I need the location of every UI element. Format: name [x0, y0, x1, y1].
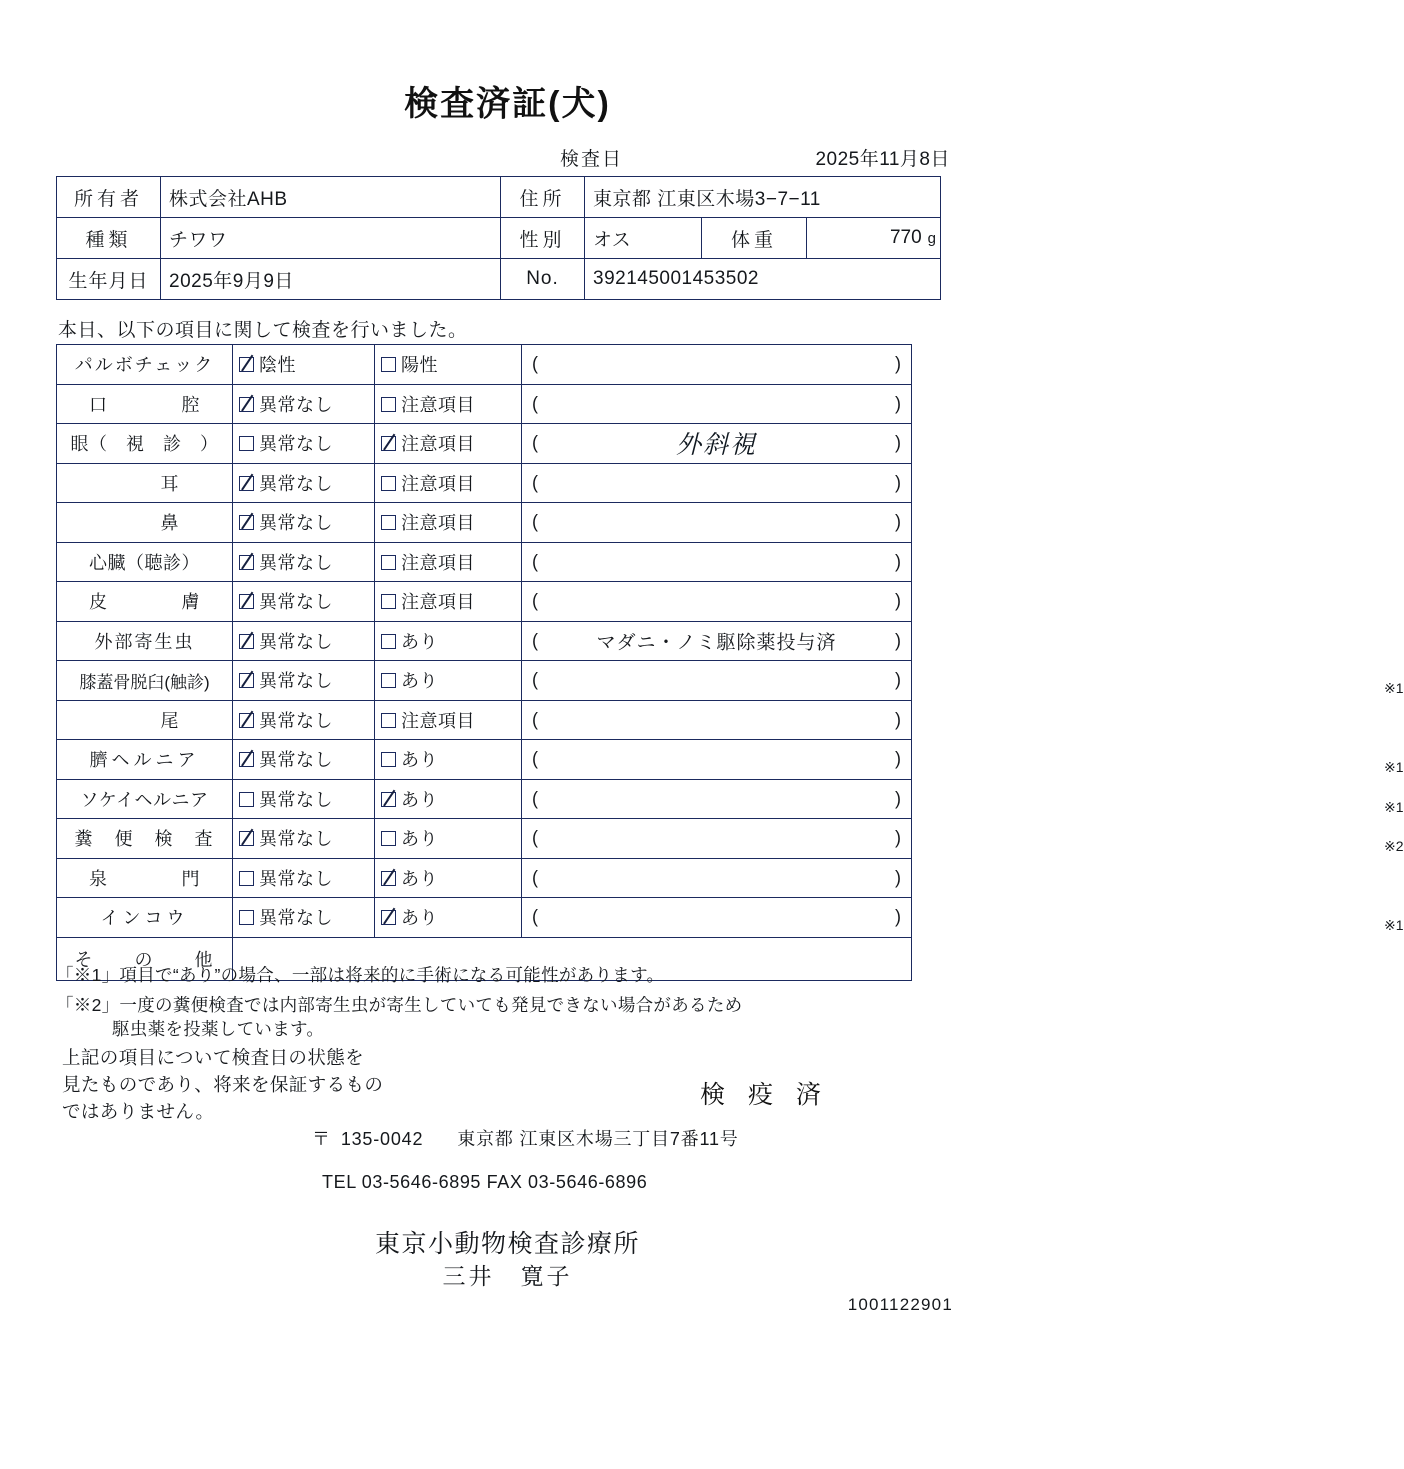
paren-left: (: [532, 432, 538, 453]
checkbox-option1[interactable]: [239, 910, 254, 925]
item-name: 眼（ 視 診 ）: [70, 434, 219, 455]
paren-right: ): [895, 906, 901, 927]
paren-right: ): [895, 709, 901, 730]
paren-left: (: [532, 748, 538, 769]
paren-left: (: [532, 472, 538, 493]
checkbox-option1[interactable]: [239, 436, 254, 451]
checkbox-option1[interactable]: [239, 397, 254, 412]
item-note: 外斜視: [675, 430, 757, 460]
address-value: 東京都 江東区木場3−7−11: [585, 177, 941, 218]
option2-label: あり: [401, 908, 438, 929]
checkbox-option1[interactable]: [239, 594, 254, 609]
veterinarian-name: 三井 寛子: [442, 1263, 573, 1289]
option1-label: 異常なし: [259, 671, 333, 692]
paren-left: (: [532, 906, 538, 927]
paren-left: (: [532, 709, 538, 730]
checkbox-option2[interactable]: [381, 910, 396, 925]
checkbox-option1[interactable]: [239, 476, 254, 491]
item-name: インコウ: [100, 908, 189, 929]
option1-label: 異常なし: [259, 710, 333, 731]
disclaimer: [62, 1044, 383, 1125]
checkbox-option2[interactable]: [381, 831, 396, 846]
option2-label: 陽性: [401, 355, 438, 376]
paren-right: ): [895, 630, 901, 651]
item-name: 外部寄生虫: [94, 631, 195, 652]
intro-text: 本日、以下の項目に関して検査を行いました。: [58, 320, 468, 341]
checkbox-option1[interactable]: [239, 792, 254, 807]
paren-right: ): [895, 432, 901, 453]
table-row: [57, 661, 912, 701]
item-name: 泉 門: [89, 868, 200, 889]
option1-label: 異常なし: [259, 789, 333, 810]
option2-label: あり: [401, 671, 438, 692]
table-row: [57, 345, 912, 385]
checkbox-option1[interactable]: [239, 713, 254, 728]
table-row: [57, 259, 941, 300]
item-mark: ※1: [1384, 680, 1404, 697]
clinic-contact: TEL 03-5646-6895 FAX 03-5646-6896: [322, 1172, 648, 1192]
checkbox-option2[interactable]: [381, 673, 396, 688]
option2-label: 注意項目: [401, 513, 475, 534]
paren-left: (: [532, 788, 538, 809]
item-name: ソケイヘルニア: [80, 789, 209, 810]
item-name: 膝蓋骨脱臼(触診): [79, 672, 210, 692]
address-label: 住所: [501, 177, 585, 218]
item-mark: ※1: [1384, 798, 1404, 815]
paren-left: (: [532, 353, 538, 374]
checkbox-option1[interactable]: [239, 357, 254, 372]
checkbox-option2[interactable]: [381, 357, 396, 372]
paren-right: ): [895, 353, 901, 374]
checkbox-option1[interactable]: [239, 752, 254, 767]
checkbox-option2[interactable]: [381, 871, 396, 886]
clinic-zip: 135-0042: [340, 1129, 424, 1149]
item-name: 尾: [160, 710, 185, 731]
checkbox-option2[interactable]: [381, 634, 396, 649]
paren-right: ): [895, 867, 901, 888]
checkbox-option1[interactable]: [239, 634, 254, 649]
paren-right: ): [895, 590, 901, 611]
footnote-1: 「※1」項目で“あり”の場合、一部は将来的に手術になる可能性があります。: [56, 965, 665, 985]
item-mark: ※1: [1384, 759, 1404, 776]
paren-left: (: [532, 827, 538, 848]
item-name: 糞 便 検 査: [74, 829, 215, 850]
option2-label: 注意項目: [401, 434, 475, 455]
item-name: 耳: [160, 473, 185, 494]
exam-date-value: 2025年11月8日: [815, 149, 950, 170]
page-title: 検査済証(犬): [404, 85, 611, 123]
checkbox-option2[interactable]: [381, 713, 396, 728]
exam-date-label: 検査日: [560, 149, 624, 170]
breed-label: 種類: [57, 218, 161, 259]
checkbox-option1[interactable]: [239, 555, 254, 570]
paren-right: ): [895, 748, 901, 769]
item-name: パルボチェック: [74, 355, 215, 376]
birth-value: 2025年9月9日: [161, 259, 501, 300]
checkbox-option1[interactable]: [239, 871, 254, 886]
option2-label: あり: [401, 789, 438, 810]
item-mark: ※2: [1384, 838, 1404, 855]
disclaimer-line2: 見たものであり、将来を保証するもの: [62, 1074, 384, 1095]
table-row: [57, 384, 912, 424]
option1-label: 異常なし: [259, 513, 333, 534]
table-row: [57, 177, 941, 218]
sex-value: オス: [593, 229, 631, 251]
table-row: [57, 740, 912, 780]
paren-left: (: [532, 393, 538, 414]
option2-label: 注意項目: [401, 394, 475, 415]
table-row: [57, 424, 912, 464]
clinic-address-text: 東京都 江東区木場三丁目7番11号: [457, 1129, 739, 1149]
exam-items-table: [56, 344, 1404, 981]
disclaimer-line3: ではありません。: [62, 1101, 215, 1122]
table-row: [57, 621, 912, 661]
postal-icon: 〒: [312, 1129, 331, 1149]
paren-left: (: [532, 669, 538, 690]
sex-weight-cell: [585, 218, 941, 259]
item-name: 鼻: [160, 513, 185, 534]
option2-label: 注意項目: [401, 710, 475, 731]
paren-right: ): [895, 511, 901, 532]
paren-left: (: [532, 590, 538, 611]
checkbox-option2[interactable]: [381, 752, 396, 767]
option2-label: あり: [401, 631, 438, 652]
table-row: [57, 858, 912, 898]
paren-left: (: [532, 867, 538, 888]
weight-label: 体重: [702, 218, 807, 258]
checkbox-option2[interactable]: [381, 792, 396, 807]
paren-right: ): [895, 393, 901, 414]
option2-label: 注意項目: [401, 552, 475, 573]
table-row: [57, 542, 912, 582]
breed-value: チワワ: [161, 218, 501, 259]
weight-unit: g: [927, 230, 936, 247]
table-row: [57, 503, 912, 543]
option1-label: 異常なし: [259, 552, 333, 573]
option1-label: 異常なし: [259, 394, 333, 415]
option2-label: 注意項目: [401, 592, 475, 613]
serial-number: 1001122901: [847, 1295, 953, 1314]
item-name: 口 腔: [89, 394, 200, 415]
option1-label: 異常なし: [259, 908, 333, 929]
clinic-name: 東京小動物検査診療所: [374, 1230, 640, 1258]
checkbox-option2[interactable]: [381, 476, 396, 491]
checkbox-option2[interactable]: [381, 436, 396, 451]
item-note: マダニ・ノミ駆除薬投与済: [596, 632, 837, 654]
no-label: No.: [501, 259, 585, 300]
paren-right: ): [895, 669, 901, 690]
paren-left: (: [532, 551, 538, 572]
option2-label: 注意項目: [401, 473, 475, 494]
option2-label: あり: [401, 868, 438, 889]
table-row: [57, 700, 912, 740]
birth-label: 生年月日: [57, 259, 161, 300]
paren-right: ): [895, 472, 901, 493]
disclaimer-line1: 上記の項目について検査日の状態を: [62, 1047, 365, 1068]
weight-value-cell: [807, 218, 941, 258]
footnote-2: 「※2」一度の糞便検査では内部寄生虫が寄生していても発見できない場合があるため: [56, 995, 743, 1015]
owner-value: 株式会社AHB: [161, 177, 501, 218]
option2-label: あり: [401, 750, 438, 771]
checkbox-option2[interactable]: [381, 555, 396, 570]
table-row: [57, 218, 941, 259]
option1-label: 異常なし: [259, 473, 333, 494]
owner-info-table: [56, 176, 941, 300]
option2-label: あり: [401, 829, 438, 850]
paren-left: (: [532, 630, 538, 651]
table-row: [57, 582, 912, 622]
owner-label: 所有者: [57, 177, 161, 218]
other-label: そ の 他: [74, 949, 215, 970]
quarantine-stamp: 検 疫 済: [700, 1081, 829, 1109]
no-value: 392145001453502: [585, 259, 941, 300]
option1-label: 異常なし: [259, 631, 333, 652]
item-mark: ※1: [1384, 917, 1404, 934]
clinic-address: [312, 1125, 739, 1151]
table-row: [57, 779, 912, 819]
weight-value: 770: [889, 227, 922, 248]
checkbox-option2[interactable]: [381, 515, 396, 530]
item-name: 心臓（聴診）: [89, 552, 200, 573]
table-row: [57, 819, 912, 859]
item-name: 皮 膚: [89, 592, 200, 613]
paren-left: (: [532, 511, 538, 532]
footnote-2b: 駆虫薬を投薬しています。: [112, 1019, 325, 1039]
option1-label: 異常なし: [259, 434, 333, 455]
table-row: [57, 463, 912, 503]
exam-date-row: [560, 144, 950, 171]
checkbox-option1[interactable]: [239, 831, 254, 846]
checkbox-option2[interactable]: [381, 594, 396, 609]
sex-label: 性別: [501, 218, 585, 259]
paren-right: ): [895, 551, 901, 572]
paren-right: ): [895, 788, 901, 809]
option1-label: 異常なし: [259, 868, 333, 889]
option1-label: 陰性: [259, 355, 296, 376]
option1-label: 異常なし: [259, 592, 333, 613]
paren-right: ): [895, 827, 901, 848]
checkbox-option1[interactable]: [239, 515, 254, 530]
option1-label: 異常なし: [259, 750, 333, 771]
option1-label: 異常なし: [259, 829, 333, 850]
table-row: [57, 898, 912, 938]
checkbox-option2[interactable]: [381, 397, 396, 412]
checkbox-option1[interactable]: [239, 673, 254, 688]
item-name: 臍ヘルニア: [89, 750, 200, 771]
